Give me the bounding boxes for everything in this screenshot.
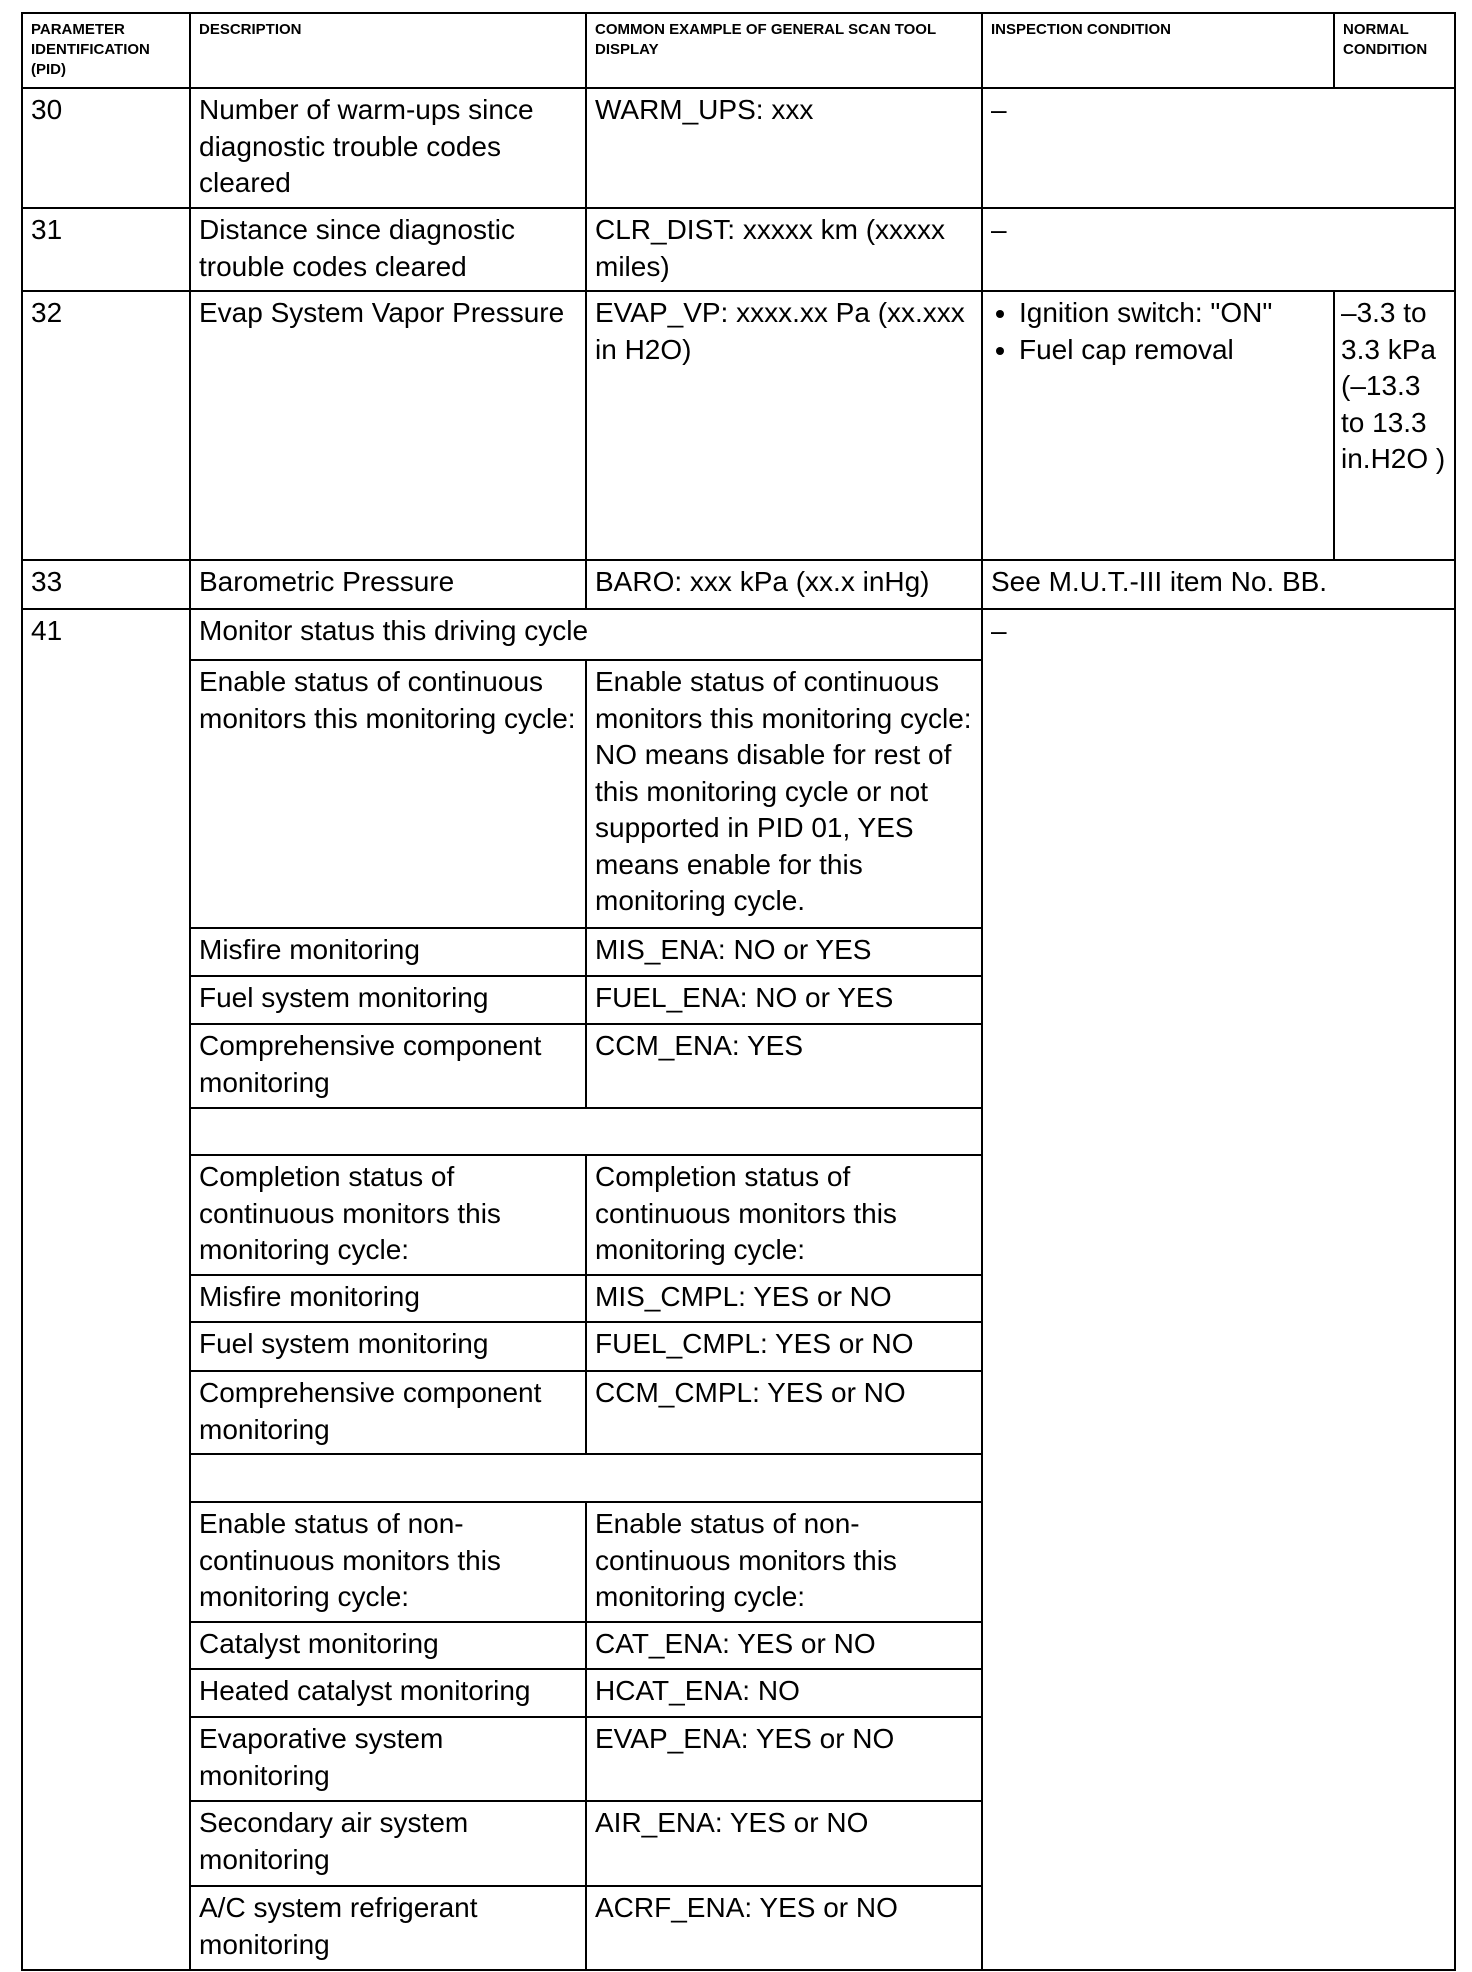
example-cell: AIR_ENA: YES or NO <box>586 1801 982 1886</box>
description-cell: Fuel system monitoring <box>190 1322 586 1371</box>
description-cell: Enable status of continuous monitors this monitoring cycle: <box>190 660 586 928</box>
pid-cell: 41 <box>22 609 190 1970</box>
description-cell: Secondary air system monitoring <box>190 1801 586 1886</box>
example-cell: ACRF_ENA: YES or NO <box>586 1886 982 1970</box>
table-row <box>22 208 1455 291</box>
example-cell: CLR_DIST: xxxxx km (xxxxx miles) <box>586 208 982 291</box>
inspection-item: • Ignition switch: "ON" <box>1019 295 1325 332</box>
example-cell: BARO: xxx kPa (xx.x inHg) <box>586 560 982 609</box>
description-cell: Comprehensive component monitoring <box>190 1371 586 1454</box>
table-row <box>22 560 1455 609</box>
example-cell: CCM_CMPL: YES or NO <box>586 1371 982 1454</box>
table-row <box>22 291 1455 560</box>
description-cell: Distance since diagnostic trouble codes cleared <box>190 208 586 291</box>
description-cell: Catalyst monitoring <box>190 1622 586 1669</box>
table-row <box>22 609 1455 660</box>
header-row <box>22 13 1455 88</box>
header-description: DESCRIPTION <box>190 13 586 88</box>
example-cell: CAT_ENA: YES or NO <box>586 1622 982 1669</box>
example-cell: Enable status of non-continuous monitors this monitoring cycle: <box>586 1502 982 1622</box>
example-cell: HCAT_ENA: NO <box>586 1669 982 1717</box>
pid-table <box>21 12 1456 1971</box>
description-cell: Fuel system monitoring <box>190 976 586 1024</box>
pid-cell: 32 <box>22 291 190 560</box>
inspection-list <box>991 295 1325 368</box>
normal-cell: –3.3 to 3.3 kPa (–13.3 to 13.3 in.H2O ) <box>1334 291 1455 560</box>
inspection-cell <box>982 291 1334 560</box>
pid-cell: 30 <box>22 88 190 208</box>
example-cell: Enable status of continuous monitors this monitoring cycle: NO means disable for rest of this monitoring cycle or not supported in PID 01, YES means enable for this monitoring cycle. <box>586 660 982 928</box>
inspection-cell: – <box>982 208 1455 291</box>
description-cell: Number of warm-ups since diagnostic trouble codes cleared <box>190 88 586 208</box>
example-cell: FUEL_CMPL: YES or NO <box>586 1322 982 1371</box>
inspection-cell: – <box>982 88 1455 208</box>
inspection-cell: – <box>982 609 1455 1970</box>
example-cell: EVAP_ENA: YES or NO <box>586 1717 982 1801</box>
section-title: Monitor status this driving cycle <box>190 609 982 660</box>
description-cell: Misfire monitoring <box>190 1275 586 1322</box>
pid-cell: 33 <box>22 560 190 609</box>
example-cell: EVAP_VP: xxxx.xx Pa (xx.xxx in H2O) <box>586 291 982 560</box>
header-example: COMMON EXAMPLE OF GENERAL SCAN TOOL DISPLAY <box>586 13 982 88</box>
blank-cell <box>190 1108 982 1155</box>
description-cell: Heated catalyst monitoring <box>190 1669 586 1717</box>
example-cell: MIS_CMPL: YES or NO <box>586 1275 982 1322</box>
table-row <box>22 88 1455 208</box>
inspection-item: • Fuel cap removal <box>1019 332 1325 369</box>
example-cell: Completion status of continuous monitors this monitoring cycle: <box>586 1155 982 1275</box>
description-cell: Evap System Vapor Pressure <box>190 291 586 560</box>
pid-cell: 31 <box>22 208 190 291</box>
description-cell: Comprehensive component monitoring <box>190 1024 586 1108</box>
description-cell: Enable status of non-continuous monitors this monitoring cycle: <box>190 1502 586 1622</box>
header-inspection: INSPECTION CONDITION <box>982 13 1334 88</box>
description-cell: Evaporative system monitoring <box>190 1717 586 1801</box>
description-cell: Misfire monitoring <box>190 928 586 976</box>
header-normal: NORMAL CONDITION <box>1334 13 1455 88</box>
description-cell: Barometric Pressure <box>190 560 586 609</box>
example-cell: WARM_UPS: xxx <box>586 88 982 208</box>
description-cell: Completion status of continuous monitors this monitoring cycle: <box>190 1155 586 1275</box>
header-pid: PARAMETER IDENTIFICATION (PID) <box>22 13 190 88</box>
example-cell: FUEL_ENA: NO or YES <box>586 976 982 1024</box>
example-cell: CCM_ENA: YES <box>586 1024 982 1108</box>
example-cell: MIS_ENA: NO or YES <box>586 928 982 976</box>
description-cell: A/C system refrigerant monitoring <box>190 1886 586 1970</box>
inspection-cell: See M.U.T.-III item No. BB. <box>982 560 1455 609</box>
blank-cell <box>190 1454 982 1502</box>
